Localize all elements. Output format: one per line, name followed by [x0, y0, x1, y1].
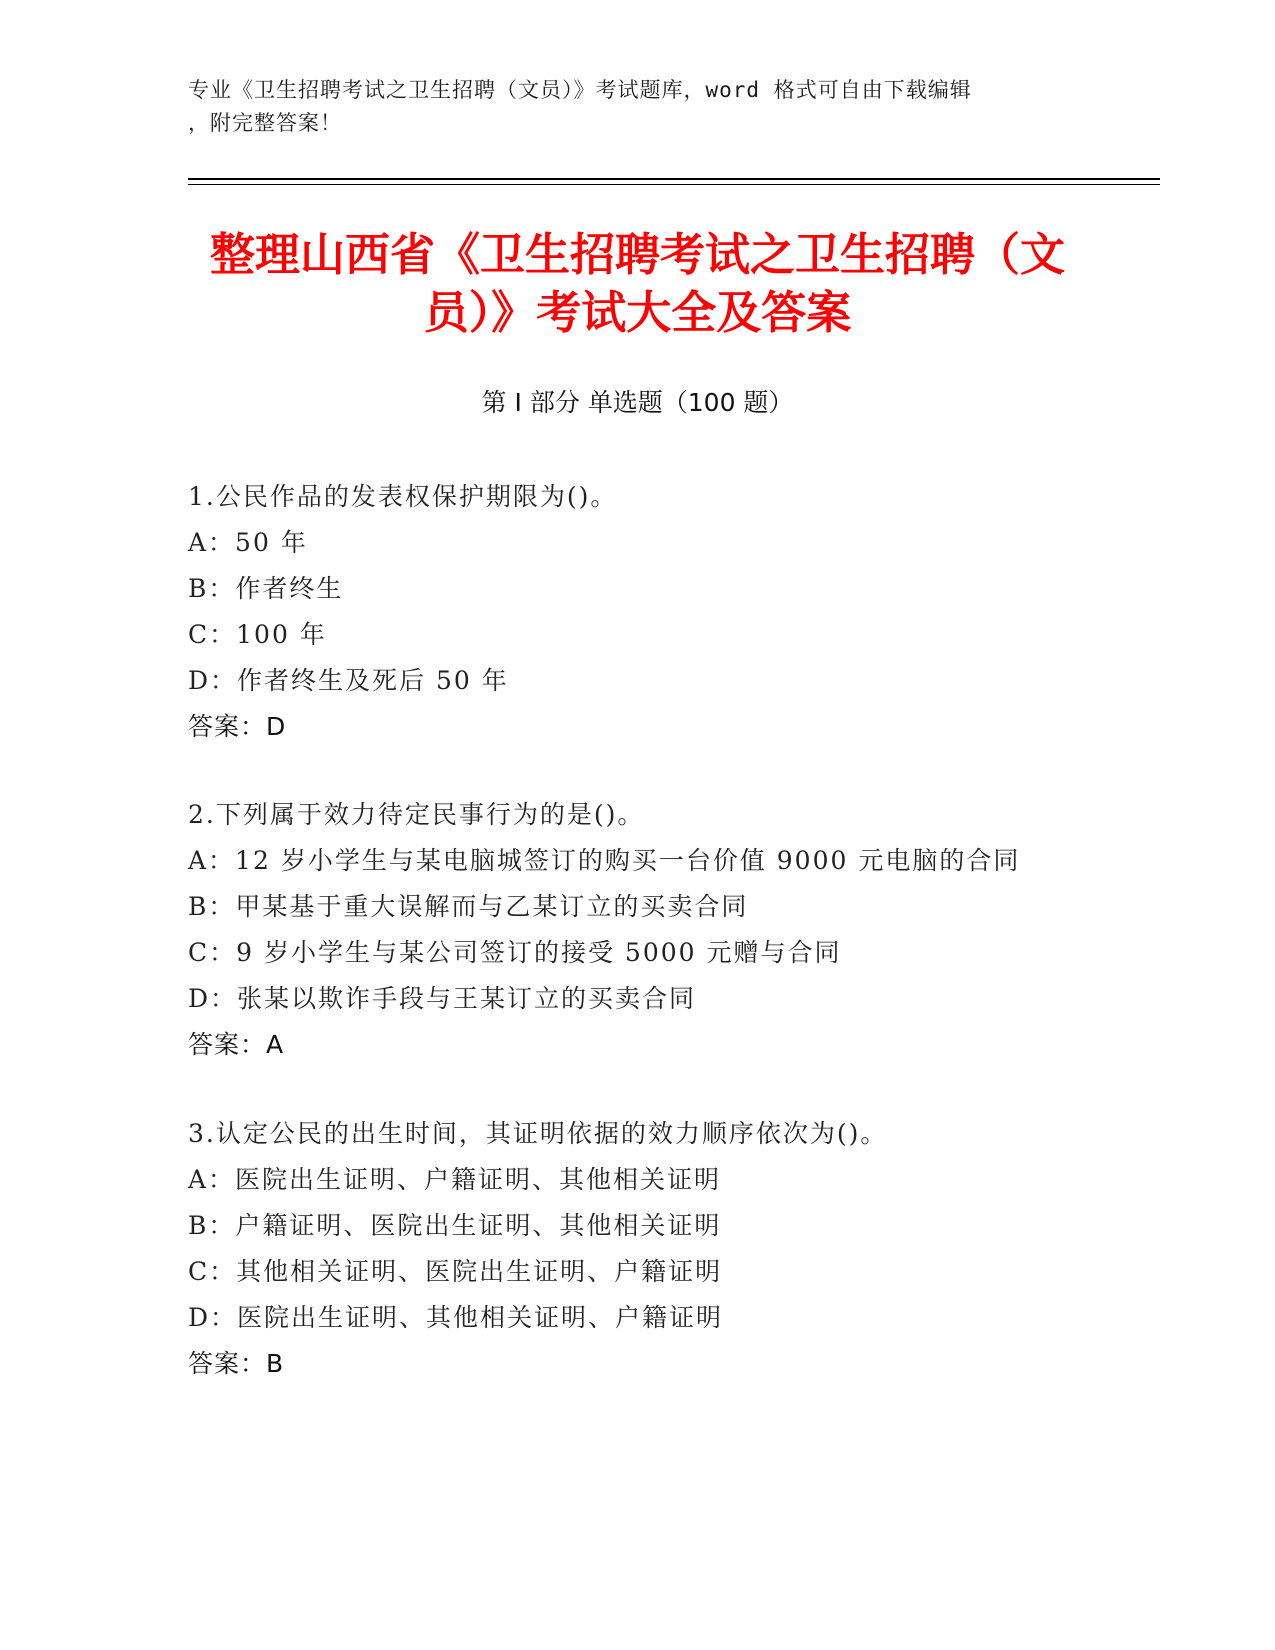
header-note — [188, 74, 1068, 140]
option-a: A：医院出生证明、户籍证明、其他相关证明 — [188, 1165, 722, 1194]
option-d: D：作者终生及死后 50 年 — [188, 666, 509, 695]
document-title — [150, 226, 1125, 342]
option-d: D：医院出生证明、其他相关证明、户籍证明 — [188, 1303, 724, 1332]
option-c: C：其他相关证明、医院出生证明、户籍证明 — [188, 1257, 723, 1286]
option-c: C：100 年 — [188, 620, 327, 649]
option-b: B：户籍证明、医院出生证明、其他相关证明 — [188, 1211, 722, 1240]
document-title-line-1: 整理山西省《卫生招聘考试之卫生招聘（文 — [209, 228, 1065, 281]
option-b: B：作者终生 — [188, 574, 344, 603]
header-divider-thin — [188, 184, 1160, 185]
question-3 — [188, 1111, 1188, 1387]
section-title: 第 I 部分 单选题（100 题） — [481, 388, 794, 417]
header-note-line-2: ，附完整答案！ — [188, 111, 342, 135]
option-b: B：甲某基于重大误解而与乙某订立的买卖合同 — [188, 892, 749, 921]
option-c: C：9 岁小学生与某公司签订的接受 5000 元赠与合同 — [188, 938, 842, 967]
answer-label: 答案：D — [188, 712, 287, 741]
question-stem: 2.下列属于效力待定民事行为的是()。 — [188, 800, 645, 829]
document-title-line-2: 员）》考试大全及答案 — [423, 286, 852, 339]
option-a: A：12 岁小学生与某电脑城签订的购买一台价值 9000 元电脑的合同 — [188, 846, 1021, 875]
header-divider-thick — [188, 178, 1160, 180]
option-a: A：50 年 — [188, 528, 308, 557]
answer-label: 答案：A — [188, 1030, 285, 1059]
answer-label: 答案：B — [188, 1349, 285, 1378]
question-1 — [188, 474, 1188, 750]
question-stem: 1.公民作品的发表权保护期限为()。 — [188, 482, 618, 511]
header-note-line-1: 专业《卫生招聘考试之卫生招聘（文员）》考试题库，word 格式可自由下载编辑 — [188, 78, 972, 102]
option-d: D：张某以欺诈手段与王某订立的买卖合同 — [188, 984, 697, 1013]
question-2 — [188, 792, 1188, 1068]
question-stem: 3.认定公民的出生时间，其证明依据的效力顺序依次为()。 — [188, 1119, 888, 1148]
